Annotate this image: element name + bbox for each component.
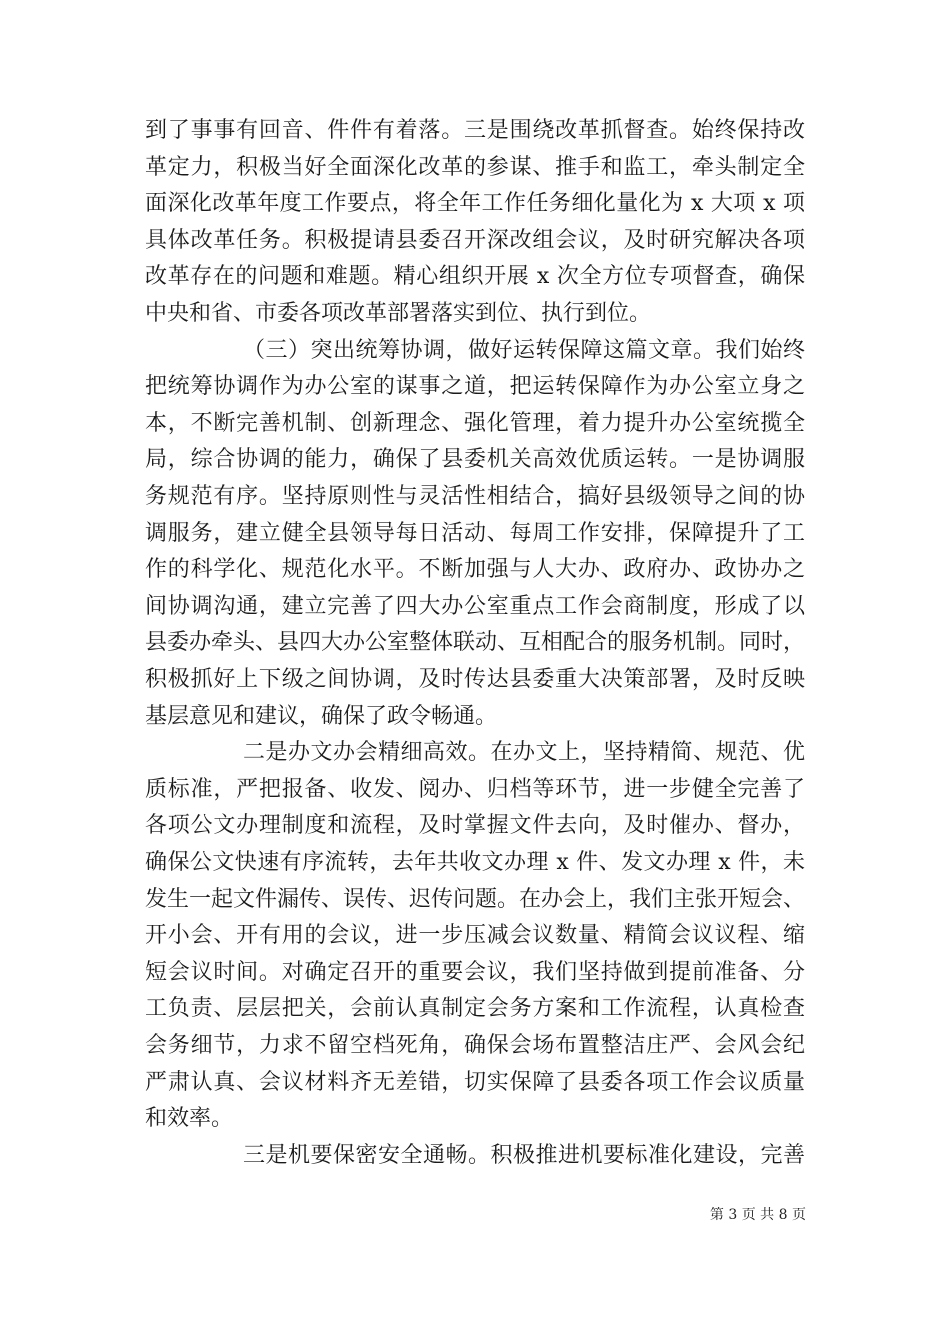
text-line-2: 革定力，积极当好全面深化改革的参谋、推手和监工，牵头制定全 (145, 155, 805, 180)
paragraph-start-line-18: 二是办文办会精细高效。在办文上，坚持精简、规范、优 (243, 740, 805, 765)
text-line-12: 调服务，建立健全县领导每日活动、每周工作安排，保障提升了工 (145, 521, 805, 546)
text-line-10: 局，综合协调的能力，确保了县委机关高效优质运转。一是协调服 (145, 447, 805, 472)
text-line-15: 县委办牵头、县四大办公室整体联动、互相配合的服务机制。同时， (145, 630, 806, 655)
text-line-17: 基层意见和建议，确保了政令畅通。 (145, 704, 498, 729)
text-line-6: 中央和省、市委各项改革部署落实到位、执行到位。 (145, 301, 652, 326)
text-line-21: 确保公文快速有序流转，去年共收文办理 x 件、发文办理 x 件，未 (145, 850, 805, 875)
text-line-5: 改革存在的问题和难题。精心组织开展 x 次全方位专项督查，确保 (145, 264, 805, 289)
text-line-16: 积极抓好上下级之间协调，及时传达县委重大决策部署，及时反映 (145, 667, 805, 692)
text-line-20: 各项公文办理制度和流程，及时掌握文件去向，及时催办、督办， (145, 813, 805, 838)
paragraph-start-line-29: 三是机要保密安全通畅。积极推进机要标准化建设，完善 (243, 1143, 805, 1168)
text-line-25: 工负责、层层把关，会前认真制定会务方案和工作流程，认真检查 (145, 996, 805, 1021)
text-line-1: 到了事事有回音、件件有着落。三是围绕改革抓督查。始终保持改 (145, 118, 805, 143)
text-line-4: 具体改革任务。积极提请县委召开深改组会议，及时研究解决各项 (145, 228, 805, 253)
page-number-footer: 第 3 页 共 8 页 (709, 1207, 806, 1223)
text-line-19: 质标准，严把报备、收发、阅办、归档等环节，进一步健全完善了 (145, 777, 805, 802)
text-line-9: 本，不断完善机制、创新理念、强化管理，着力提升办公室统揽全 (145, 411, 805, 436)
text-line-13: 作的科学化、规范化水平。不断加强与人大办、政府办、政协办之 (145, 557, 805, 582)
text-line-28: 和效率。 (145, 1106, 234, 1131)
text-line-24: 短会议时间。对确定召开的重要会议，我们坚持做到提前准备、分 (145, 960, 805, 985)
text-line-11: 务规范有序。坚持原则性与灵活性相结合，搞好县级领导之间的协 (145, 484, 805, 509)
text-line-14: 间协调沟通，建立完善了四大办公室重点工作会商制度，形成了以 (145, 594, 805, 619)
text-line-8: 把统筹协调作为办公室的谋事之道，把运转保障作为办公室立身之 (145, 374, 805, 399)
text-line-22: 发生一起文件漏传、误传、迟传问题。在办会上，我们主张开短会、 (145, 887, 806, 912)
text-line-23: 开小会、开有用的会议，进一步压减会议数量、精简会议议程、缩 (145, 923, 805, 948)
paragraph-start-line-7: （三）突出统筹协调，做好运转保障这篇文章。我们始终 (243, 338, 805, 363)
text-line-26: 会务细节，力求不留空档死角，确保会场布置整洁庄严、会风会纪 (145, 1033, 805, 1058)
text-line-3: 面深化改革年度工作要点，将全年工作任务细化量化为 x 大项 x 项 (145, 191, 805, 216)
text-line-27: 严肃认真、会议材料齐无差错，切实保障了县委各项工作会议质量 (145, 1070, 805, 1095)
